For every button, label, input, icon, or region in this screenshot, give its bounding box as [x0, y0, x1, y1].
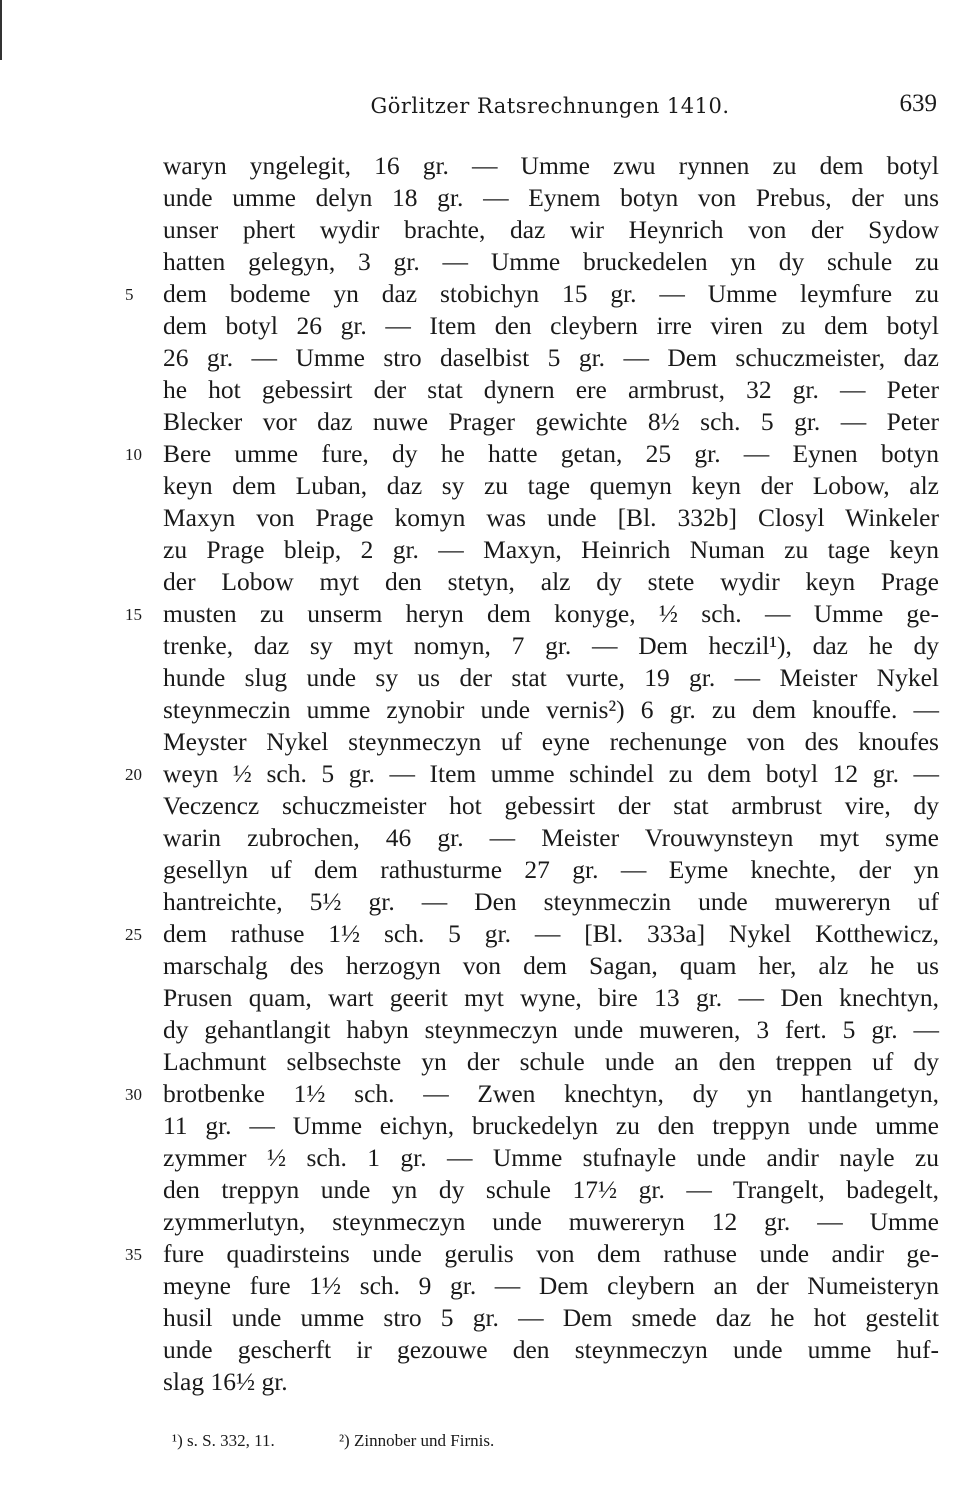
text-line	[163, 150, 939, 182]
line-text: unde gescherft ir gezouwe den steynmeczyn unde umme huf-	[163, 1335, 939, 1364]
text-line	[163, 1014, 939, 1046]
text-line	[163, 1270, 939, 1302]
text-line	[125, 1078, 939, 1110]
line-text: Veczencz schuczmeister hot gebessirt der stat armbrust vire, dy	[163, 791, 939, 820]
line-text: slag 16½ gr.	[163, 1367, 288, 1396]
text-line	[163, 374, 939, 406]
text-line	[163, 1046, 939, 1078]
text-line	[163, 822, 939, 854]
line-text: dem rathuse 1½ sch. 5 gr. — [Bl. 333a] Nykel Kotthewicz,	[163, 919, 939, 948]
line-text: zymmer ½ sch. 1 gr. — Umme stufnayle unde andir nayle zu	[163, 1143, 939, 1172]
text-line	[163, 950, 939, 982]
line-text: musten zu unserm heryn dem konyge, ½ sch. — Umme ge-	[163, 599, 939, 628]
line-number: 5	[125, 285, 134, 304]
line-text: 26 gr. — Umme stro daselbist 5 gr. — Dem schuczmeister, daz	[163, 343, 939, 372]
line-text: steynmeczin umme zynobir unde vernis²) 6 gr. zu dem knouffe. —	[163, 695, 939, 724]
line-text: zymmerlutyn, steynmeczyn unde muwereryn 12 gr. — Umme	[163, 1207, 939, 1236]
line-text: weyn ½ sch. 5 gr. — Item umme schindel zu dem botyl 12 gr. —	[163, 759, 939, 788]
line-text: husil unde umme stro 5 gr. — Dem smede daz he hot gestelit	[163, 1303, 939, 1332]
line-text: Blecker vor daz nuwe Prager gewichte 8½ sch. 5 gr. — Peter	[163, 407, 939, 436]
line-text: den treppyn unde yn dy schule 17½ gr. — Trangelt, badegelt,	[163, 1175, 939, 1204]
line-number: 20	[125, 765, 142, 784]
line-text: brotbenke 1½ sch. — Zwen knechtyn, dy yn hantlangetyn,	[163, 1079, 939, 1108]
text-line	[125, 1238, 939, 1270]
text-line	[163, 406, 939, 438]
line-text: unde umme delyn 18 gr. — Eynem botyn von Prebus, der uns	[163, 183, 939, 212]
text-line	[163, 1334, 939, 1366]
text-line	[163, 1366, 939, 1398]
line-number: 30	[125, 1085, 142, 1104]
line-text: marschalg des herzogyn von dem Sagan, quam her, alz he us	[163, 951, 939, 980]
text-line	[163, 342, 939, 374]
line-text: he hot gebessirt der stat dynern ere armbrust, 32 gr. — Peter	[163, 375, 939, 404]
text-line	[163, 182, 939, 214]
text-line	[125, 598, 939, 630]
text-line	[163, 470, 939, 502]
line-text: 11 gr. — Umme eichyn, bruckedelyn zu den treppyn unde umme	[163, 1111, 939, 1140]
text-line	[163, 310, 939, 342]
text-line	[163, 1206, 939, 1238]
text-line	[163, 1302, 939, 1334]
text-line	[163, 886, 939, 918]
line-text: Maxyn von Prage komyn was unde [Bl. 332b] Closyl Winkeler	[163, 503, 939, 532]
text-line	[125, 918, 939, 950]
line-text: keyn dem Luban, daz sy zu tage quemyn keyn der Lobow, alz	[163, 471, 939, 500]
line-text: fure quadirsteins unde gerulis von dem rathuse unde andir ge-	[163, 1239, 939, 1268]
line-text: meyne fure 1½ sch. 9 gr. — Dem cleybern an der Numeisteryn	[163, 1271, 939, 1300]
line-text: der Lobow myt den stetyn, alz dy stete wydir keyn Prage	[163, 567, 939, 596]
line-number: 15	[125, 605, 142, 624]
line-text: Bere umme fure, dy he hatte getan, 25 gr. — Eynen botyn	[163, 439, 939, 468]
text-line	[163, 790, 939, 822]
line-text: Lachmunt selbsechste yn der schule unde an den treppen uf dy	[163, 1047, 939, 1076]
line-text: dem botyl 26 gr. — Item den cleybern irre viren zu dem botyl	[163, 311, 939, 340]
footnote-1: ¹) s. S. 332, 11.	[172, 1431, 275, 1450]
footnote-2: ²) Zinnober und Firnis.	[338, 1431, 495, 1450]
page-number: 639	[899, 90, 937, 117]
footnotes	[172, 1426, 872, 1456]
text-line	[163, 982, 939, 1014]
line-text: gesellyn uf dem rathusturme 27 gr. — Eyme knechte, der yn	[163, 855, 939, 884]
body-text	[125, 150, 939, 1398]
line-text: Prusen quam, wart geerit myt wyne, bire 13 gr. — Den knechtyn,	[163, 983, 939, 1012]
line-text: hunde slug unde sy us der stat vurte, 19 gr. — Meister Nykel	[163, 663, 939, 692]
text-line	[163, 1174, 939, 1206]
text-line	[163, 694, 939, 726]
text-line	[163, 630, 939, 662]
line-text: Meyster Nykel steynmeczyn uf eyne rechenunge von des knoufes	[163, 727, 939, 756]
line-text: warin zubrochen, 46 gr. — Meister Vrouwynsteyn myt syme	[163, 823, 939, 852]
line-text: hantreichte, 5½ gr. — Den steynmeczin unde muwereryn uf	[163, 887, 939, 916]
text-line	[125, 438, 939, 470]
text-line	[163, 726, 939, 758]
running-title: Görlitzer Ratsrechnungen 1410.	[370, 94, 730, 118]
line-text: zu Prage bleip, 2 gr. — Maxyn, Heinrich Numan zu tage keyn	[163, 535, 939, 564]
line-number: 25	[125, 925, 142, 944]
line-text: hatten gelegyn, 3 gr. — Umme bruckedelen yn dy schule zu	[163, 247, 939, 276]
line-number: 35	[125, 1245, 142, 1264]
text-line	[163, 534, 939, 566]
text-line	[163, 214, 939, 246]
scan-edge-mark	[0, 0, 2, 60]
text-line	[125, 758, 939, 790]
page-header	[163, 90, 937, 126]
line-text: trenke, daz sy myt nomyn, 7 gr. — Dem heczil¹), daz he dy	[163, 631, 939, 660]
line-text: dem bodeme yn daz stobichyn 15 gr. — Umme leymfure zu	[163, 279, 939, 308]
text-line	[163, 502, 939, 534]
line-number: 10	[125, 445, 142, 464]
text-line	[163, 854, 939, 886]
text-line	[163, 1110, 939, 1142]
text-line	[163, 1142, 939, 1174]
line-text: dy gehantlangit habyn steynmeczyn unde muweren, 3 fert. 5 gr. —	[163, 1015, 939, 1044]
text-line	[125, 278, 939, 310]
text-line	[163, 662, 939, 694]
line-text: unser phert wydir brachte, daz wir Heynrich von der Sydow	[163, 215, 939, 244]
line-text: waryn yngelegit, 16 gr. — Umme zwu rynnen zu dem botyl	[163, 151, 939, 180]
text-line	[163, 566, 939, 598]
text-line	[163, 246, 939, 278]
